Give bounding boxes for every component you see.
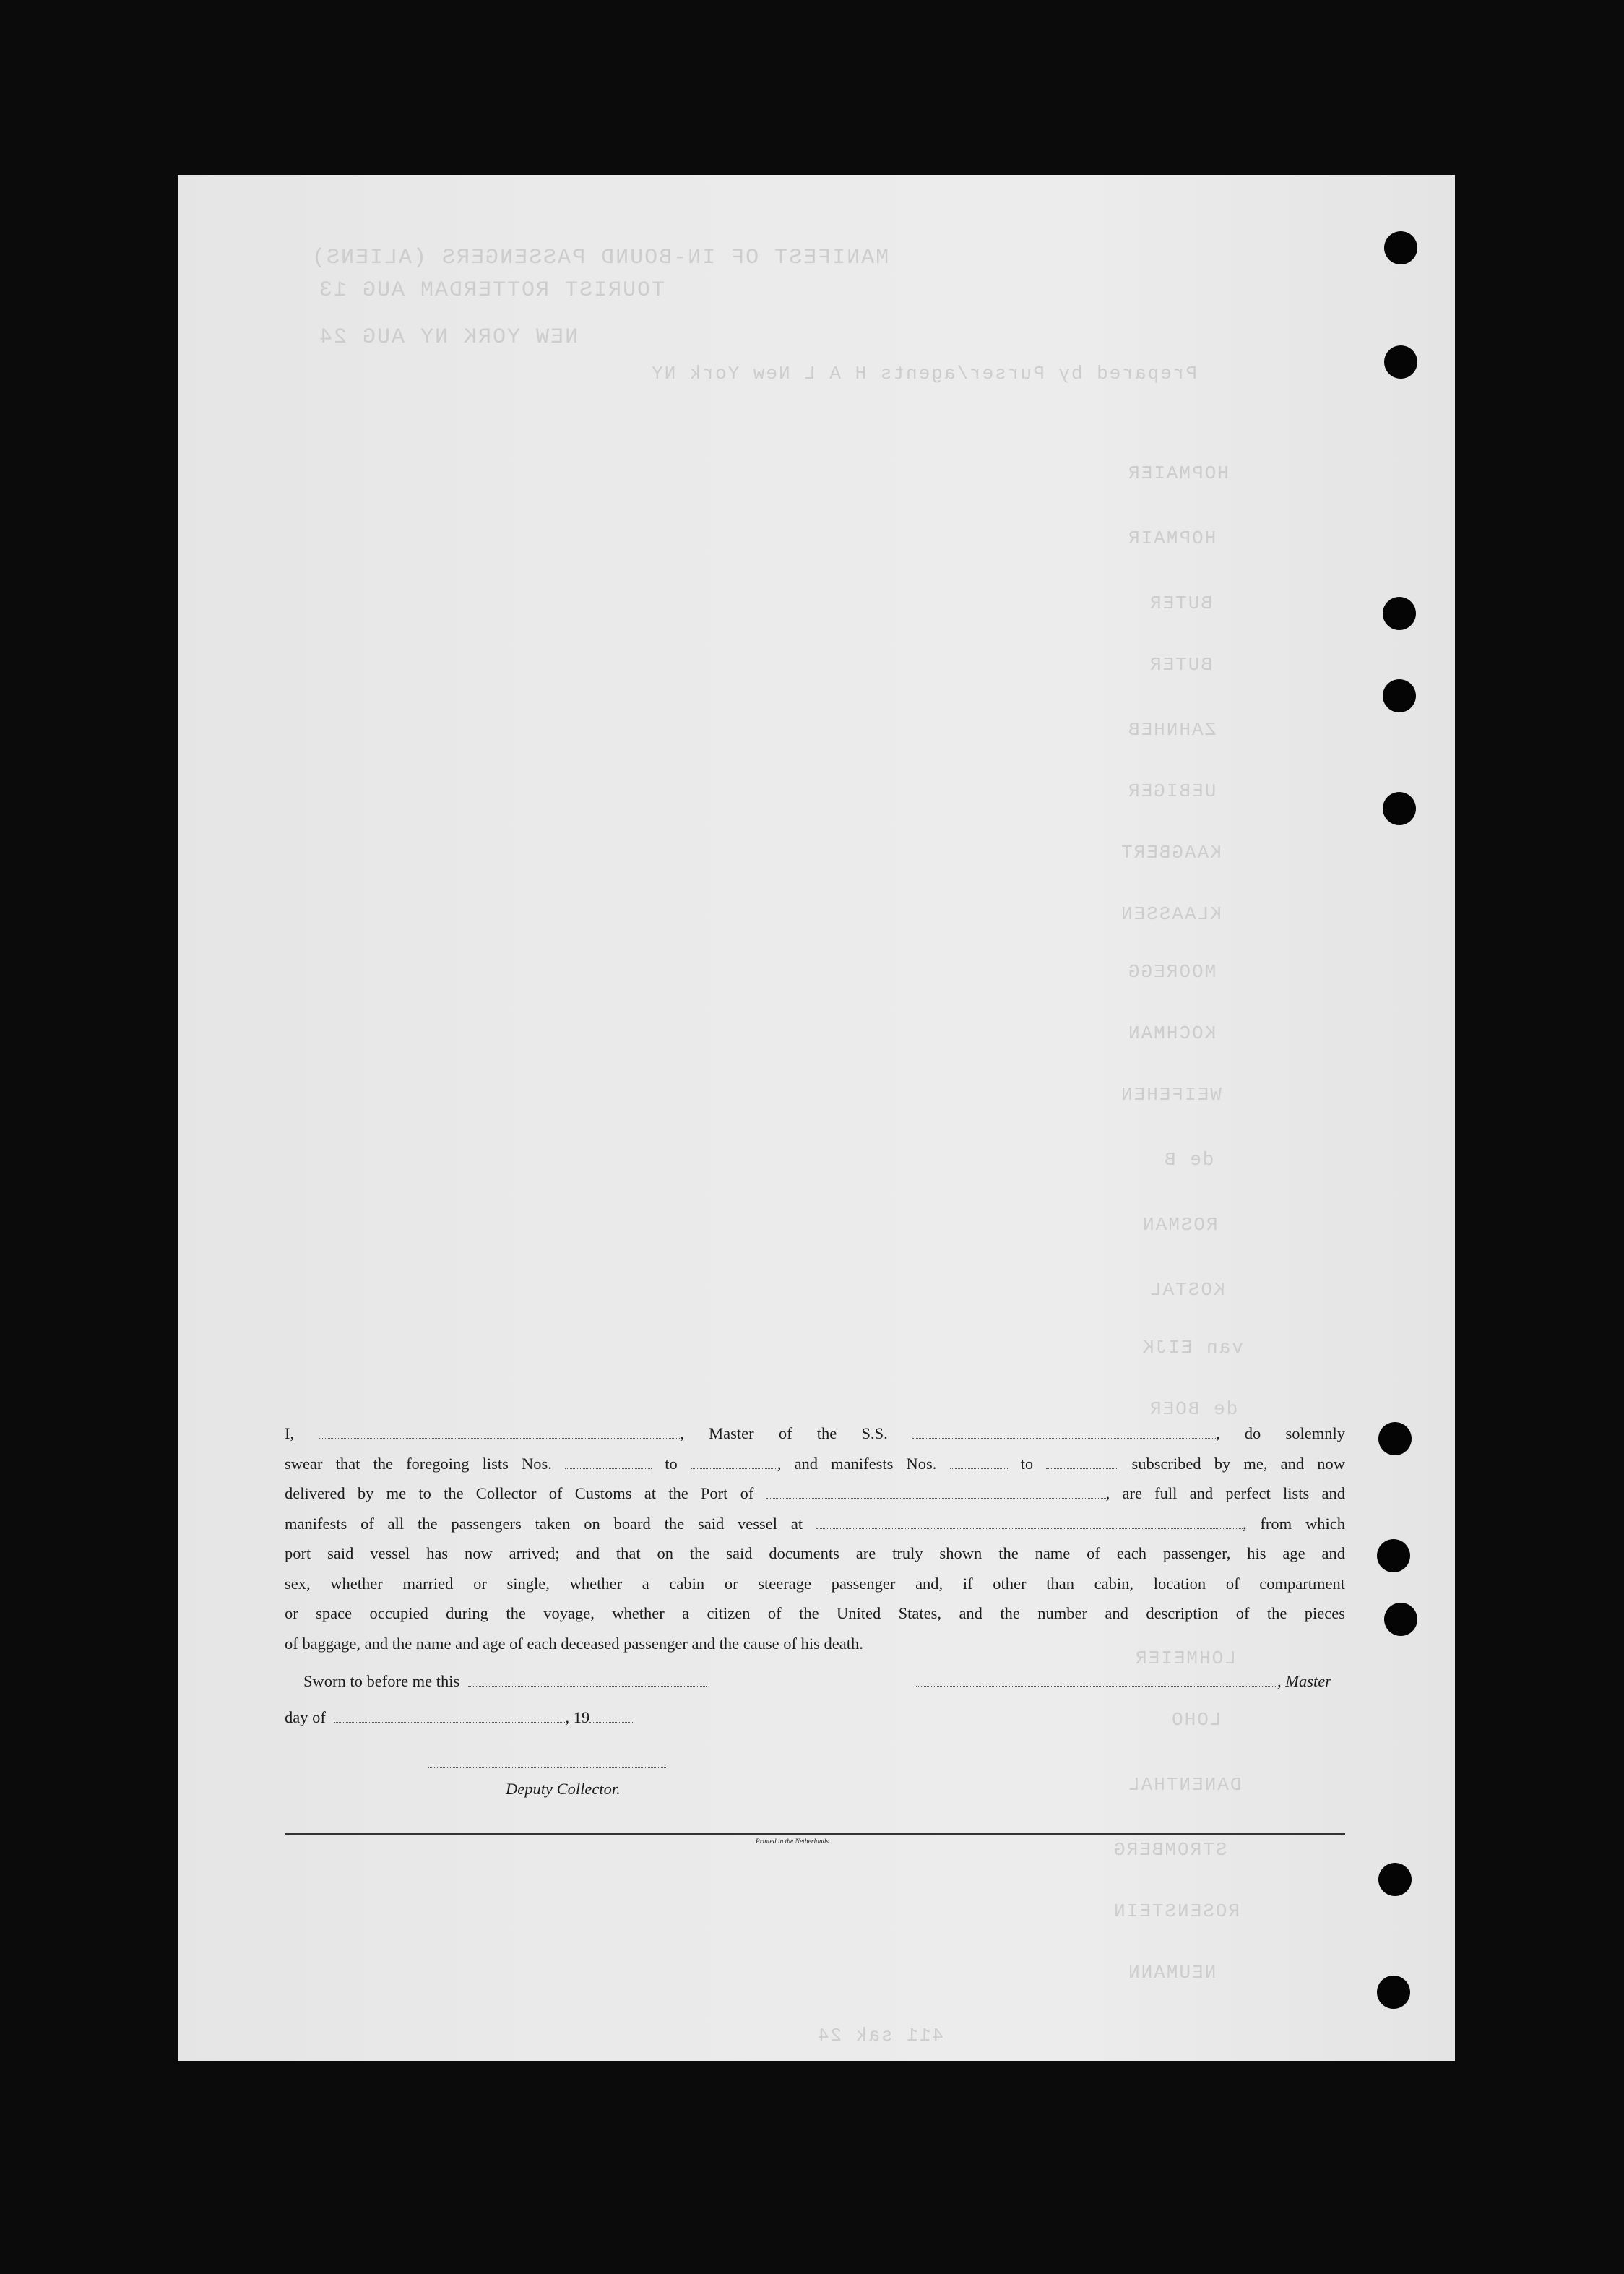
deputy-collector-label: Deputy Collector. bbox=[506, 1780, 621, 1798]
oath-line-1 bbox=[285, 1418, 1345, 1449]
punch-hole-6 bbox=[1378, 1422, 1412, 1455]
ghost-header-2: TOURIST ROTTERDAM AUG 13 bbox=[318, 278, 665, 303]
ghost-surname: WEIFEHEN bbox=[1120, 1084, 1222, 1106]
master-name-blank[interactable] bbox=[319, 1424, 680, 1439]
sworn-date-blank[interactable] bbox=[468, 1671, 707, 1687]
ghost-surname: KOSTAL bbox=[1149, 1279, 1225, 1301]
ghost-surname: BUTER bbox=[1149, 593, 1213, 614]
oath-text: , Master of the S.S. bbox=[680, 1424, 888, 1442]
ghost-stamp-mark bbox=[780, 405, 860, 2067]
oath-line-8: of baggage, and the name and age of each deceased passenger and the cause of his death. bbox=[285, 1634, 863, 1653]
oath-text: manifests of all the passengers taken on board the said vessel at bbox=[285, 1514, 803, 1533]
ghost-footer-note: 411 sak 24 bbox=[816, 2025, 944, 2046]
oath-line-6: sex, whether married or single, whether a cabin or steerage passenger and, if other than cabin, location of compartment bbox=[285, 1574, 1345, 1593]
punch-hole-3 bbox=[1383, 597, 1416, 630]
ghost-surname: UEBIGER bbox=[1127, 780, 1217, 802]
deputy-signature-blank[interactable] bbox=[428, 1753, 666, 1768]
list-to-blank[interactable] bbox=[691, 1454, 777, 1469]
ghost-surname: HOPMAIER bbox=[1127, 462, 1229, 484]
oath-line-3 bbox=[285, 1478, 1345, 1509]
ghost-surname: BUTER bbox=[1149, 654, 1213, 676]
master-signature-line bbox=[916, 1671, 1331, 1691]
year-label: , 19 bbox=[565, 1708, 590, 1726]
oath-text: swear that the foregoing lists Nos. bbox=[285, 1454, 552, 1473]
ghost-surname: KAAGBERT bbox=[1120, 842, 1222, 863]
ghost-surname: STROMBERG bbox=[1113, 1839, 1227, 1861]
oath-text: , and manifests Nos. bbox=[777, 1454, 937, 1473]
ghost-surname: HOPMAIR bbox=[1127, 527, 1217, 549]
punch-hole-10 bbox=[1377, 1976, 1410, 2009]
oath-text: , do solemnly bbox=[1215, 1424, 1345, 1442]
ship-name-blank[interactable] bbox=[912, 1424, 1216, 1439]
punch-hole-4 bbox=[1383, 679, 1416, 712]
ghost-header-1: MANIFEST OF IN-BOUND PASSENGERS (ALIENS) bbox=[311, 246, 889, 270]
ghost-surname: de BOER bbox=[1149, 1398, 1238, 1420]
punch-hole-7 bbox=[1377, 1539, 1410, 1572]
list-from-blank[interactable] bbox=[565, 1454, 652, 1469]
year-blank[interactable] bbox=[589, 1707, 633, 1723]
day-of-label: day of bbox=[285, 1708, 326, 1726]
ghost-surname: LOHMEIER bbox=[1134, 1648, 1236, 1669]
oath-line-7: or space occupied during the voyage, whether a citizen of the United States, and the number and description of the pieces bbox=[285, 1604, 1345, 1622]
master-label: , Master bbox=[1277, 1672, 1331, 1690]
oath-text: delivered by me to the Collector of Customs at the Port of bbox=[285, 1484, 754, 1502]
punch-hole-8 bbox=[1384, 1603, 1417, 1636]
sworn-label: Sworn to before me this bbox=[303, 1672, 460, 1690]
manifest-to-blank[interactable] bbox=[1046, 1454, 1118, 1469]
ghost-surname: KOCHMAN bbox=[1127, 1022, 1217, 1044]
oath-text: , are full and perfect lists and bbox=[1105, 1484, 1346, 1502]
ghost-surname: LOHO bbox=[1170, 1709, 1222, 1731]
punch-hole-9 bbox=[1378, 1863, 1412, 1896]
printer-note: Printed in the Netherlands bbox=[756, 1838, 829, 1846]
ghost-surname: ROSMAN bbox=[1141, 1214, 1218, 1236]
oath-line-2 bbox=[285, 1449, 1345, 1479]
punch-hole-1 bbox=[1384, 231, 1417, 264]
punch-hole-5 bbox=[1383, 792, 1416, 825]
month-blank[interactable] bbox=[334, 1707, 565, 1723]
ghost-surname: de B bbox=[1163, 1149, 1214, 1171]
manifest-from-blank[interactable] bbox=[950, 1454, 1008, 1469]
ghost-surname: MOOREGG bbox=[1127, 961, 1217, 983]
oath-text: to bbox=[665, 1454, 678, 1473]
departure-port-blank[interactable] bbox=[816, 1514, 1243, 1529]
ghost-surname: van EIJK bbox=[1141, 1337, 1243, 1358]
ghost-surname: NEUMANN bbox=[1127, 1962, 1217, 1984]
master-signature-blank[interactable] bbox=[916, 1671, 1277, 1687]
oath-text: subscribed by me, and now bbox=[1131, 1454, 1346, 1473]
oath-line-5: port said vessel has now arrived; and that on the said documents are truly shown the name of each passenger, his age and bbox=[285, 1544, 1345, 1562]
punch-hole-2 bbox=[1384, 345, 1417, 379]
port-blank[interactable] bbox=[766, 1483, 1106, 1499]
footer-rule bbox=[285, 1833, 1345, 1835]
sworn-line bbox=[303, 1671, 707, 1691]
oath-text: , from which bbox=[1242, 1514, 1345, 1533]
ghost-surname: DANENTHAL bbox=[1127, 1774, 1242, 1796]
oath-text: I, bbox=[285, 1424, 295, 1442]
ghost-header-4: Prepared by Purser/agents H A L New York NY bbox=[650, 363, 1197, 384]
day-of-line bbox=[285, 1707, 633, 1727]
ghost-header-3: NEW YORK NY AUG 24 bbox=[318, 325, 579, 350]
oath-line-4 bbox=[285, 1509, 1345, 1539]
ghost-surname: ROSENSTEIN bbox=[1113, 1900, 1240, 1922]
ghost-surname: ZAHNHEB bbox=[1127, 719, 1217, 741]
master-oath bbox=[285, 1418, 1345, 1658]
ghost-surname: KLAASSEN bbox=[1120, 903, 1222, 925]
oath-text: to bbox=[1020, 1454, 1034, 1473]
